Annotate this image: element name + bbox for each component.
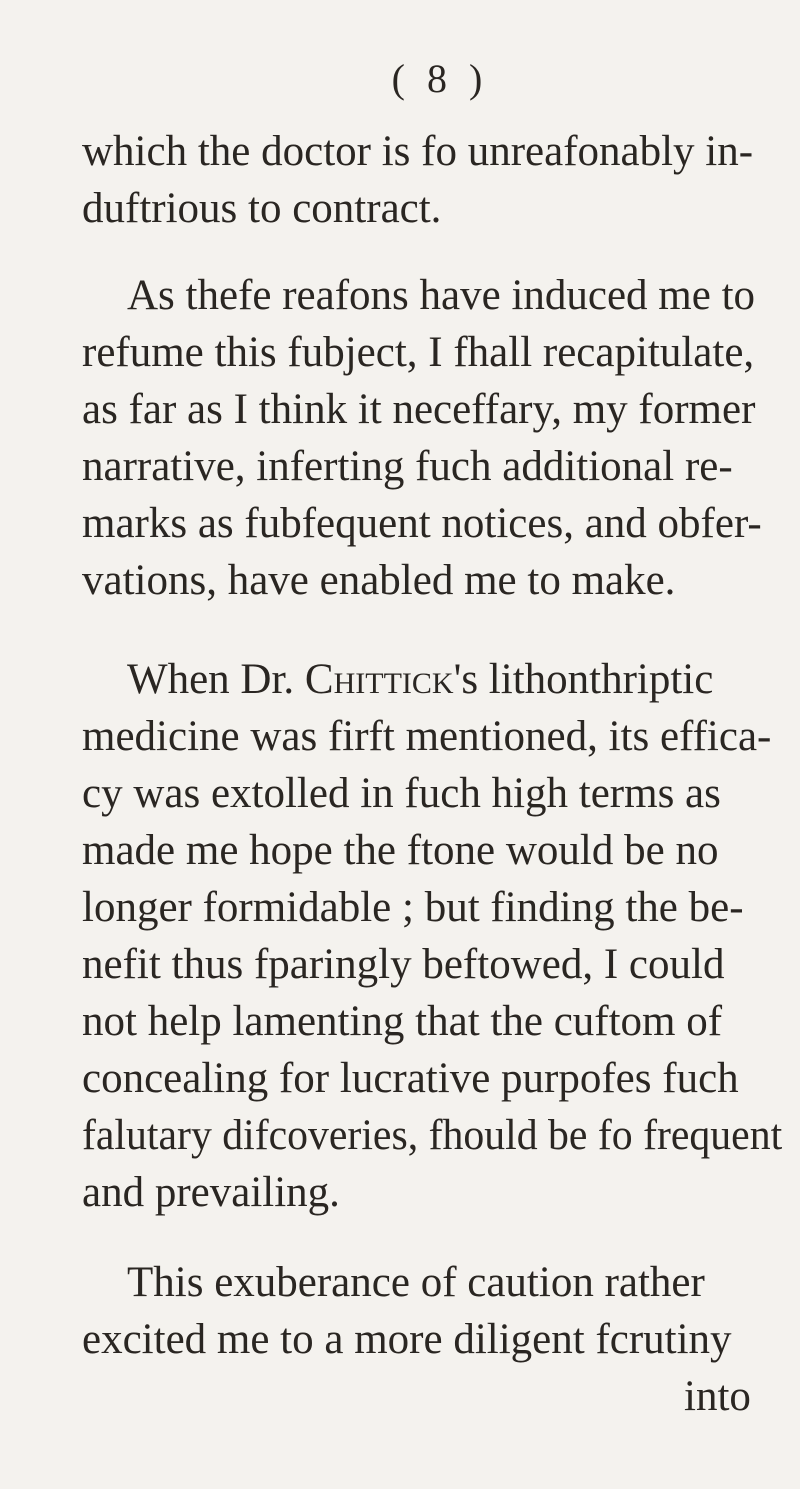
text-line: cy was extolled in fuch high terms as — [82, 770, 721, 817]
text-line: longer formidable ; but finding the be- — [82, 884, 744, 931]
text-line: made me hope the ftone would be no — [82, 827, 719, 874]
text-line-with-smallcaps — [127, 655, 713, 705]
catchword: into — [684, 1373, 751, 1420]
text-line: not help lamenting that the cuftom of — [82, 998, 723, 1045]
text-line: This exuberance of caution rather — [127, 1259, 705, 1306]
text-line: As thefe reafons have induced me to — [127, 272, 756, 319]
page-number: ( 8 ) — [391, 56, 489, 101]
text-line: and prevailing. — [82, 1169, 340, 1216]
text-line: excited me to a more diligent fcrutiny — [82, 1316, 732, 1363]
text-line: duftrious to contract. — [82, 185, 442, 232]
text-line: nefit thus fparingly beftowed, I could — [82, 941, 725, 988]
text-line: falutary difcoveries, fhould be fo frequent — [82, 1112, 783, 1159]
text-line: which the doctor is fo unreafonably in- — [82, 128, 754, 175]
text-line: as far as I think it neceffary, my former — [82, 386, 756, 433]
text-line: refume this fubject, I fhall recapitulate, — [82, 329, 755, 376]
text-line: concealing for lucrative purpofes fuch — [82, 1055, 739, 1102]
text-line: narrative, inferting fuch additional re- — [82, 443, 733, 490]
line-prefix: When Dr. Chittick's lithonthriptic — [127, 656, 714, 703]
text-line: vations, have enabled me to make. — [82, 557, 676, 604]
text-line: marks as fubfequent notices, and obfer- — [82, 500, 762, 547]
surname-smallcaps: Chittick — [304, 656, 454, 703]
text-line: medicine was firft mentioned, its effica- — [82, 713, 772, 760]
